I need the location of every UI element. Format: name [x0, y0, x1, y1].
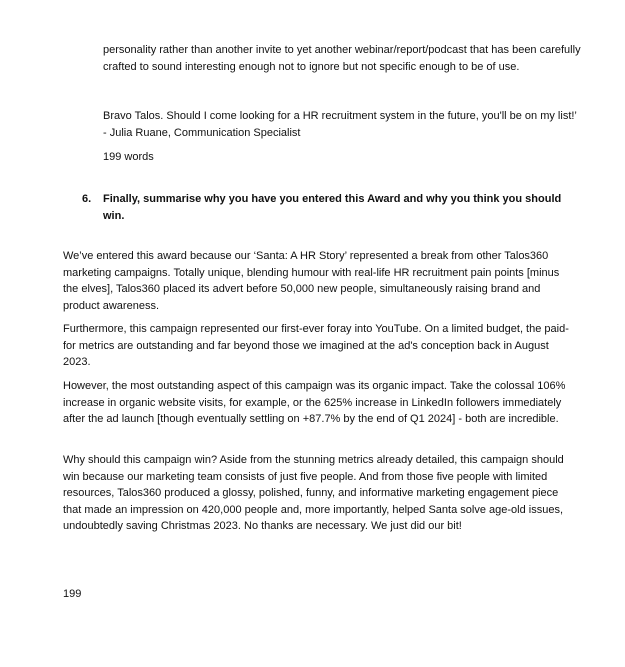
question-number: 6. [82, 193, 92, 205]
body-paragraph: Why should this campaign win? Aside from the stunning metrics already detailed, this campaign should win because our marketing team consists of just five people. And from those five people with limited resources, Talos360 produced a glossy, polished, funny, and informative marketing engagement piece that made an impression on 420,000 people and, more importantly, helped Santa solve age-old issues, undoubtedly saving Christmas 2023. No thanks are necessary. We just did our bit! [63, 454, 564, 532]
body-paragraph: We’ve entered this award because our ‘Santa: A HR Story’ represented a break from other Talos360 marketing campaigns. Totally unique, blending humour with real-life HR recruitment pain points [minus the elves], Talos360 placed its advert before 50,000 new people, simultaneously raising brand and product awareness. [63, 250, 560, 312]
question-item [82, 191, 582, 224]
body-paragraph: However, the most outstanding aspect of this campaign was its organic impact. Take the colossal 106% increase in organic website visits, for example, or the 625% increase in LinkedIn followers immediately after the ad launch [though eventually settling on +87.7% by the end of Q1 2024] - both are incredible. [63, 380, 566, 425]
quote-continuation: personality rather than another invite to yet another webinar/report/podcast that has been carefully crafted to sound interesting enough not to ignore but not specific enough to be of use. [103, 44, 581, 73]
page-number: 199 [63, 588, 82, 600]
quote-ending: Bravo Talos. Should I come looking for a HR recruitment system in the future, you'll be on my list!’ - Julia Ruane, Communication Specialist [103, 110, 577, 139]
word-count: 199 words [103, 151, 154, 163]
question-text: Finally, summarise why you have you entered this Award and why you think you should win. [103, 193, 562, 222]
body-paragraph: Furthermore, this campaign represented our first-ever foray into YouTube. On a limited budget, the paid-for metrics are outstanding and far beyond those we imagined at the ad's conception back in August 2023. [63, 323, 569, 368]
